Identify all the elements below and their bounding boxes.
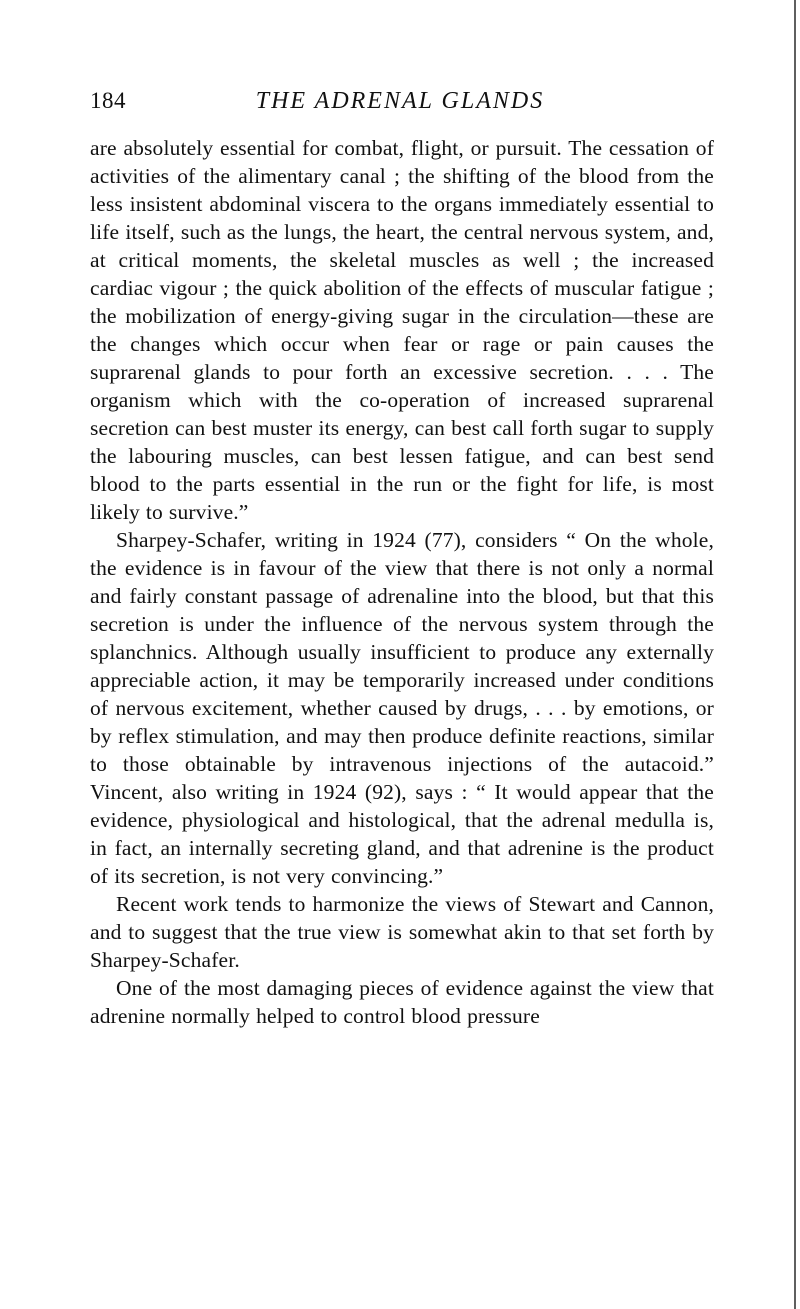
page-header [90,88,710,122]
running-title: THE ADRENAL GLANDS [255,88,545,114]
paragraph-recent-work: Recent work tends to harmonize the views of Stewart and Cannon, and to suggest that the true view is somewhat akin to that set forth by Sharpey-Schafer. [90,892,714,972]
body-text [90,134,714,1030]
paragraph-damaging-evidence: One of the most damaging pieces of evidence against the view that adrenine normally helped to control blood pressure [90,976,714,1028]
page-number: 184 [90,88,126,113]
paragraph-sharpey-schafer: Sharpey-Schafer, writing in 1924 (77), considers “ On the whole, the evidence is in favour of the view that there is not only a normal and fairly constant passage of adrenaline into the blood, but that this secretion is under the influence of the nervous system through the splanchnics. Although usually insufficient to produce any externally appreciable action, it may be temporarily increased under conditions of nervous excitement, whether caused by drugs, . . . by emotions, or by reflex stimulation, and may then produce definite reactions, similar to those obtainable by intravenous injections of the autacoid.” Vincent, also writing in 1924 (92), says : “ It would appear that the evidence, physiological and histological, that the adrenal medulla is, in fact, an internally secreting gland, and that adrenine is the product of its secretion, is not very convincing.” [90,528,714,888]
paragraph-continuation: are absolutely essential for combat, flight, or pursuit. The cessation of activities of the alimentary canal ; the shifting of the blood from the less insistent abdominal viscera to the organs immediately essential to life itself, such as the lungs, the heart, the central nervous system, and, at critical moments, the skeletal muscles as well ; the increased cardiac vigour ; the quick abolition of the effects of muscular fatigue ; the mobilization of energy-giving sugar in the circulation—these are the changes which occur when fear or rage or pain causes the suprarenal glands to pour forth an excessive secretion. . . . The organism which with the co-operation of increased suprarenal secretion can best muster its energy, can best call forth sugar to supply the labouring muscles, can best lessen fatigue, and can best send blood to the parts essential in the run or the fight for life, is most likely to survive.” [90,136,714,524]
page-edge-line [794,0,796,1309]
